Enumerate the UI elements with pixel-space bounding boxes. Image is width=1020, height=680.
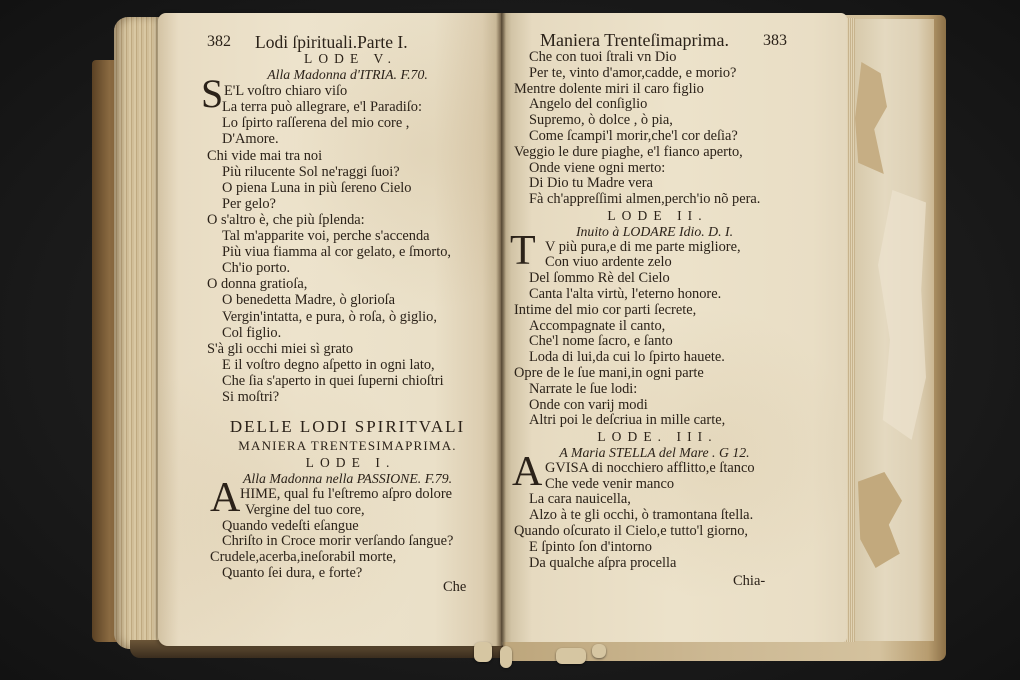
- drop-cap: A: [210, 474, 241, 521]
- verse-line: Che'l nome ſacro, e ſanto: [529, 333, 673, 350]
- right-page: [501, 13, 847, 642]
- verse-line: O benedetta Madre, ò glorioſa: [222, 292, 396, 309]
- poem-title: LODE II.: [607, 207, 708, 223]
- verse-line: Quando oſcurato il Cielo,e tutto'l giorno,: [514, 522, 749, 539]
- verse-line: Quando vedeſti eſangue: [222, 517, 359, 534]
- verse-line: Per gelo?: [222, 195, 276, 212]
- poem-rubric: Alla Madonna nella PASSIONE. F.79.: [242, 470, 453, 486]
- verse-line: Accompagnate il canto,: [529, 317, 666, 334]
- verse-line: Ch'io porto.: [222, 260, 291, 277]
- poem-title: LODE I.: [305, 455, 396, 470]
- section-and-lode-i: [205, 417, 490, 582]
- verse-line: Onde con varij modi: [529, 396, 648, 413]
- verse-line: Che vede venir manco: [545, 475, 675, 492]
- verse-line: Del ſommo Rè del Cielo: [529, 270, 670, 287]
- poem-rubric: Inuito à LODARE Idio. D. I.: [575, 223, 734, 239]
- drop-cap: S: [201, 71, 224, 117]
- page-number: 383: [763, 32, 787, 49]
- verse-line: Onde viene ogni merto:: [529, 159, 666, 176]
- running-head: Maniera Trenteſimaprima.: [540, 30, 729, 50]
- catchword: Che: [443, 579, 467, 595]
- verse-line: Di Dio tu Madre vera: [529, 175, 653, 192]
- poem-rubric: Alla Madonna d'ITRIA. F.70.: [267, 67, 428, 83]
- verse-text: HIME, qual fu l'eſtremo aſpro dolore: [240, 485, 452, 502]
- verse-line: Veggio le dure piaghe, e'l fianco aperto,: [514, 143, 743, 160]
- verse-line: Con viuo ardente zelo: [545, 254, 672, 271]
- verse-line: Lo ſpirto raſſerena del mio core ,: [222, 115, 410, 132]
- verse-line: Quanto ſei dura, e forte?: [222, 565, 363, 582]
- binding-thread: [592, 644, 606, 658]
- verse-line: Angelo del conſiglio: [529, 96, 648, 113]
- catchword: Chia-: [733, 573, 766, 589]
- verse-line: Da qualche aſpra procella: [529, 554, 677, 571]
- right-page-text: [512, 50, 797, 571]
- running-head: Lodi ſpirituali.Parte I.: [255, 32, 408, 52]
- verse-line: Come ſcampi'l morir,che'l cor deſia?: [529, 127, 738, 144]
- verse-line: Canta l'alta virtù, l'eterno honore.: [529, 285, 722, 302]
- verse-line: Alzo à te gli occhi, ò tramontana ſtella.: [529, 507, 754, 524]
- verse-line: La cara nauicella,: [529, 491, 631, 508]
- verse-line: Si moſtri?: [222, 388, 280, 405]
- verse-line: Crudele,acerba,ineſorabil morte,: [210, 549, 397, 566]
- section-title: DELLE LODI SPIRITVALI: [229, 417, 466, 436]
- verse-line: Intime del mio cor parti ſecrete,: [514, 301, 697, 318]
- verse-line: Narrate le ſue lodi:: [529, 380, 638, 397]
- page-number: 382: [207, 33, 231, 50]
- verse-line: Tal m'apparite voi, perche s'accenda: [222, 228, 430, 245]
- binding-thread: [500, 646, 512, 668]
- verse-line: O piena Luna in più ſereno Cielo: [222, 179, 412, 196]
- verse-line: E ſpinto ſon d'intorno: [529, 538, 652, 555]
- verse-text: E'L voſtro chiaro viſo: [224, 83, 348, 100]
- verse-line: S'à gli occhi miei sì grato: [207, 340, 354, 357]
- verse-line: Vergin'intatta, e pura, ò roſa, ò giglio,: [222, 308, 437, 325]
- verse-line: Fà ch'appreſſimi almen,perch'io nõ pera.: [529, 191, 761, 208]
- verse-line: O donna gratioſa,: [207, 276, 308, 293]
- verse-line: Mentre dolente miri il caro figlio: [514, 80, 704, 97]
- verse-line: Opre de le ſue mani,in ogni parte: [514, 364, 704, 381]
- drop-cap: T: [510, 227, 536, 274]
- book-gutter: [496, 13, 506, 647]
- verse-line: Altri poi le deſcriua in mille carte,: [529, 412, 726, 429]
- verse-line: Per te, vinto d'amor,cadde, e morio?: [529, 64, 737, 81]
- verse-line: Che ſia s'aperto in quei ſuperni chioſtri: [222, 372, 444, 389]
- verse-line: Che con tuoi ſtrali vn Dio: [529, 49, 677, 65]
- verse-line: Supremo, ò dolce , ò pia,: [529, 112, 673, 129]
- section-subtitle: MANIERA TRENTESIMAPRIMA.: [238, 438, 457, 453]
- verse-line: Più viua fiamma al cor gelato, e ſmorto,: [222, 244, 451, 261]
- verse-line: E il voſtro degno aſpetto in ogni lato,: [222, 356, 435, 373]
- verse-line: Più rilucente Sol ne'raggi ſuoi?: [222, 163, 400, 180]
- drop-cap: A: [512, 448, 543, 495]
- verse-line: Chi vide mai tra noi: [207, 147, 323, 164]
- binding-thread: [556, 648, 586, 664]
- poem-title: LODE V.: [304, 51, 398, 66]
- verse-line: O s'altro è, che più ſplenda:: [207, 211, 365, 228]
- poem-rubric: A Maria STELLA del Mare . G 12.: [559, 444, 750, 460]
- verse-line: Loda di lui,da cui lo ſpirto hauete.: [529, 349, 725, 366]
- left-page: [158, 13, 503, 646]
- poem-title: LODE. III.: [597, 429, 718, 445]
- verse-line: D'Amore.: [222, 131, 279, 148]
- verse-text: GVISA di nocchiero afflitto,e ſtanco: [545, 459, 755, 476]
- lode-v: [201, 51, 490, 405]
- binding-thread: [474, 642, 492, 662]
- verse-line: La terra può allegrare, e'l Paradiſo:: [222, 99, 422, 116]
- verse-text: V più pura,e di me parte migliore,: [545, 238, 741, 255]
- verse-line: Col figlio.: [222, 324, 282, 341]
- verse-line: Chriſto in Croce morir verſando ſangue?: [222, 533, 454, 550]
- verse-line: Vergine del tuo core,: [245, 501, 365, 518]
